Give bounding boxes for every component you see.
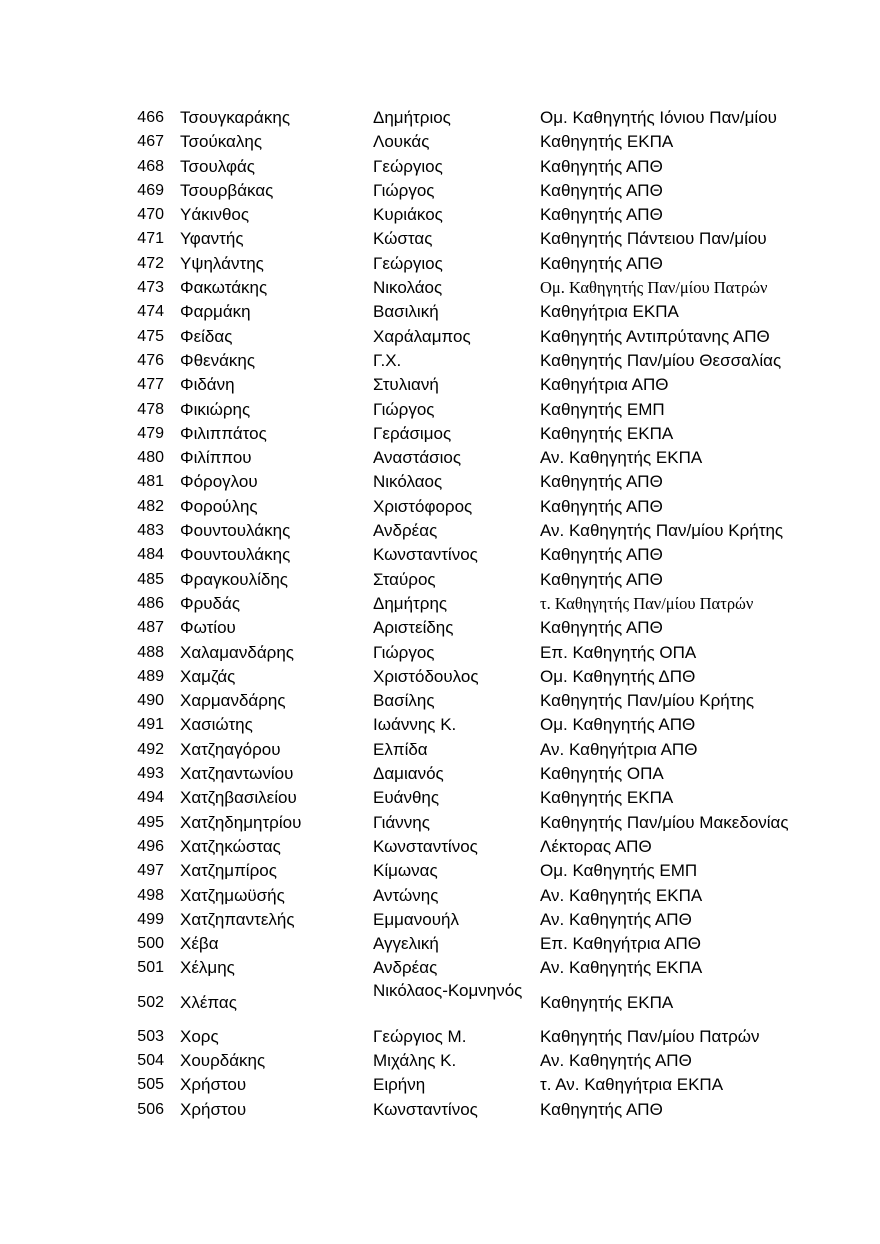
surname-cell: Τσουγκαράκης bbox=[180, 108, 291, 127]
row-number: 479 bbox=[137, 424, 164, 442]
title-cell: Ομ. Καθηγητής Παν/μίου Πατρών bbox=[540, 278, 768, 298]
row-number: 505 bbox=[137, 1076, 164, 1094]
title-cell: Ομ. Καθηγητής Ιόνιου Παν/μίου bbox=[540, 108, 777, 127]
title-cell: Αν. Καθηγητής ΑΠΘ bbox=[540, 909, 692, 929]
first-name-cell: Αριστείδης bbox=[373, 618, 454, 638]
signatories-table bbox=[0, 106, 880, 1122]
row-number: 480 bbox=[137, 449, 164, 467]
table-row bbox=[0, 349, 880, 373]
title-cell: Καθηγητής ΕΚΠΑ bbox=[540, 788, 674, 808]
first-name-cell: Κωνσταντίνος bbox=[373, 545, 478, 565]
title-cell: Καθηγήτρια ΕΚΠΑ bbox=[540, 302, 679, 322]
table-row bbox=[0, 495, 880, 519]
title-cell: Καθηγητής ΑΠΘ bbox=[540, 205, 663, 225]
surname-cell: Χορς bbox=[180, 1026, 219, 1046]
title-cell: Επ. Καθηγητής ΟΠΑ bbox=[540, 642, 697, 662]
row-number: 477 bbox=[137, 376, 164, 394]
title-cell: Καθηγητής ΑΠΘ bbox=[540, 1099, 663, 1119]
row-number: 469 bbox=[137, 181, 164, 199]
row-number: 484 bbox=[137, 546, 164, 564]
table-row bbox=[0, 325, 880, 349]
row-number: 470 bbox=[137, 206, 164, 224]
surname-cell: Χατζημωϋσής bbox=[180, 885, 285, 905]
table-row bbox=[0, 446, 880, 470]
title-cell: Ομ. Καθηγητής ΕΜΠ bbox=[540, 861, 698, 881]
table-row bbox=[0, 641, 880, 665]
first-name-cell: Αναστάσιος bbox=[373, 448, 462, 468]
table-row bbox=[0, 1025, 880, 1049]
surname-cell: Χουρδάκης bbox=[180, 1050, 266, 1070]
title-cell: Καθηγητής ΕΜΠ bbox=[540, 399, 665, 419]
surname-cell: Χέβα bbox=[180, 934, 219, 954]
row-number: 500 bbox=[137, 935, 164, 953]
title-cell: Καθηγήτρια ΑΠΘ bbox=[540, 375, 669, 395]
row-number: 498 bbox=[137, 886, 164, 904]
first-name-cell: Γιώργος bbox=[373, 180, 435, 200]
first-name-cell: Εμμανουήλ bbox=[373, 909, 459, 929]
table-row bbox=[0, 713, 880, 737]
surname-cell: Φορούλης bbox=[180, 496, 258, 516]
first-name-cell: Γεώργιος Μ. bbox=[373, 1026, 467, 1046]
table-row bbox=[0, 908, 880, 932]
title-cell: Καθηγητής ΑΠΘ bbox=[540, 253, 663, 273]
first-name-cell: Βασίλης bbox=[373, 691, 435, 711]
table-row bbox=[0, 786, 880, 810]
table-row bbox=[0, 811, 880, 835]
first-name-cell: Γιάννης bbox=[373, 812, 430, 832]
row-number: 493 bbox=[137, 765, 164, 783]
row-number: 483 bbox=[137, 522, 164, 540]
title-cell: Καθηγητής ΕΚΠΑ bbox=[540, 132, 674, 152]
surname-cell: Χατζηδημητρίου bbox=[180, 812, 302, 832]
first-name-cell: Δημήτρης bbox=[373, 593, 448, 613]
first-name-cell: Βασιλική bbox=[373, 302, 439, 322]
surname-cell: Φείδας bbox=[180, 326, 233, 346]
title-cell: Αν. Καθηγήτρια ΑΠΘ bbox=[540, 739, 698, 759]
table-row bbox=[0, 155, 880, 179]
table-row bbox=[0, 422, 880, 446]
title-cell: Καθηγητής Πάντειου Παν/μίου bbox=[540, 229, 767, 249]
table-row bbox=[0, 859, 880, 883]
surname-cell: Υφαντής bbox=[180, 229, 244, 249]
title-cell: Αν. Καθηγητής ΑΠΘ bbox=[540, 1050, 692, 1070]
table-row bbox=[0, 762, 880, 786]
table-row bbox=[0, 203, 880, 227]
first-name-cell: Ανδρέας bbox=[373, 521, 438, 541]
title-cell: Καθηγητής Αντιπρύτανης ΑΠΘ bbox=[540, 326, 770, 346]
table-row bbox=[0, 616, 880, 640]
surname-cell: Χαλαμανδάρης bbox=[180, 642, 294, 662]
row-number: 499 bbox=[137, 910, 164, 928]
table-row bbox=[0, 835, 880, 859]
table-row bbox=[0, 956, 880, 980]
row-number: 475 bbox=[137, 327, 164, 345]
title-cell: Καθηγητής ΕΚΠΑ bbox=[540, 423, 674, 443]
title-cell: Λέκτορας ΑΠΘ bbox=[540, 836, 652, 856]
title-cell: Καθηγητής ΑΠΘ bbox=[540, 569, 663, 589]
table-row bbox=[0, 227, 880, 251]
row-number: 495 bbox=[137, 813, 164, 831]
first-name-cell: Νικολάος bbox=[373, 278, 443, 298]
title-cell: Καθηγητής Παν/μίου Μακεδονίας bbox=[540, 812, 789, 832]
row-number: 488 bbox=[137, 643, 164, 661]
table-row bbox=[0, 373, 880, 397]
first-name-cell: Ελπίδα bbox=[373, 739, 428, 759]
row-number: 485 bbox=[137, 570, 164, 588]
row-number: 482 bbox=[137, 497, 164, 515]
row-number: 471 bbox=[137, 230, 164, 248]
row-number: 474 bbox=[137, 303, 164, 321]
title-cell: Επ. Καθηγήτρια ΑΠΘ bbox=[540, 934, 701, 954]
title-cell: τ. Αν. Καθηγήτρια ΕΚΠΑ bbox=[540, 1075, 724, 1095]
first-name-cell: Δημήτριος bbox=[373, 108, 451, 127]
first-name-cell: Κίμωνας bbox=[373, 861, 438, 881]
first-name-cell: Δαμιανός bbox=[373, 764, 444, 784]
row-number: 467 bbox=[137, 133, 164, 151]
title-cell: Καθηγητής Παν/μίου Κρήτης bbox=[540, 691, 755, 711]
first-name-cell: Γεράσιμος bbox=[373, 423, 452, 443]
surname-cell: Χατζηπαντελής bbox=[180, 909, 295, 929]
title-cell: Καθηγητής ΑΠΘ bbox=[540, 545, 663, 565]
surname-cell: Φουντουλάκης bbox=[180, 521, 291, 541]
title-cell: Καθηγητής ΑΠΘ bbox=[540, 156, 663, 176]
row-number: 473 bbox=[137, 279, 164, 297]
table-row bbox=[0, 106, 880, 130]
table-row bbox=[0, 276, 880, 300]
row-number: 492 bbox=[137, 740, 164, 758]
title-cell: Αν. Καθηγητής Παν/μίου Κρήτης bbox=[540, 521, 784, 541]
table-row bbox=[0, 252, 880, 276]
surname-cell: Χρήστου bbox=[180, 1099, 247, 1119]
title-cell: Ομ. Καθηγητής ΔΠΘ bbox=[540, 666, 696, 686]
surname-cell: Φιδάνη bbox=[180, 375, 235, 395]
title-cell: Καθηγητής ΕΚΠΑ bbox=[540, 992, 674, 1012]
row-number: 476 bbox=[137, 351, 164, 369]
surname-cell: Φθενάκης bbox=[180, 350, 256, 370]
surname-cell: Φακωτάκης bbox=[180, 278, 268, 298]
table-row bbox=[0, 568, 880, 592]
table-row bbox=[0, 1049, 880, 1073]
first-name-cell: Κωνσταντίνος bbox=[373, 836, 478, 856]
first-name-cell: Κώστας bbox=[373, 229, 433, 249]
row-number: 468 bbox=[137, 157, 164, 175]
surname-cell: Φικιώρης bbox=[180, 399, 251, 419]
title-cell: Καθηγητής ΑΠΘ bbox=[540, 180, 663, 200]
surname-cell: Χαμζάς bbox=[180, 666, 236, 686]
first-name-cell: Ειρήνη bbox=[373, 1075, 426, 1095]
row-number: 502 bbox=[137, 993, 164, 1011]
first-name-cell: Ευάνθης bbox=[373, 788, 440, 808]
title-cell: Καθηγητής Παν/μίου Πατρών bbox=[540, 1026, 760, 1046]
row-number: 481 bbox=[137, 473, 164, 491]
surname-cell: Φιλίππου bbox=[180, 448, 252, 468]
first-name-cell: Νικόλαος bbox=[373, 472, 443, 492]
table-row bbox=[0, 1073, 880, 1097]
first-name-cell: Γεώργιος bbox=[373, 156, 443, 176]
table-row bbox=[0, 130, 880, 154]
row-number: 466 bbox=[137, 109, 164, 126]
surname-cell: Υάκινθος bbox=[180, 205, 250, 225]
first-name-cell: Γιώργος bbox=[373, 399, 435, 419]
first-name-cell: Αντώνης bbox=[373, 885, 439, 905]
row-number: 490 bbox=[137, 692, 164, 710]
surname-cell: Τσούκαλης bbox=[180, 132, 263, 152]
first-name-cell: Σταύρος bbox=[373, 569, 436, 589]
surname-cell: Υψηλάντης bbox=[180, 253, 264, 273]
table-row bbox=[0, 470, 880, 494]
row-number: 501 bbox=[137, 959, 164, 977]
table-row bbox=[0, 300, 880, 324]
surname-cell: Χατζηαντωνίου bbox=[180, 764, 294, 784]
title-cell: Ομ. Καθηγητής ΑΠΘ bbox=[540, 715, 696, 735]
title-cell: Αν. Καθηγητής ΕΚΠΑ bbox=[540, 448, 703, 468]
surname-cell: Τσουρβάκας bbox=[180, 180, 274, 200]
surname-cell: Χέλμης bbox=[180, 958, 235, 978]
row-number: 472 bbox=[137, 254, 164, 272]
row-number: 486 bbox=[137, 594, 164, 612]
table-row bbox=[0, 398, 880, 422]
title-cell: τ. Καθηγητής Παν/μίου Πατρών bbox=[540, 593, 754, 613]
title-cell: Καθηγητής ΑΠΘ bbox=[540, 618, 663, 638]
first-name-cell: Μιχάλης Κ. bbox=[373, 1050, 457, 1070]
row-number: 503 bbox=[137, 1027, 164, 1045]
row-number: 494 bbox=[137, 789, 164, 807]
first-name-cell: Στυλιανή bbox=[373, 375, 439, 395]
surname-cell: Φιλιππάτος bbox=[180, 423, 267, 443]
table-row bbox=[0, 738, 880, 762]
surname-cell: Τσουλφάς bbox=[180, 156, 255, 176]
row-number: 478 bbox=[137, 400, 164, 418]
surname-cell: Φωτίου bbox=[180, 618, 236, 638]
row-number: 497 bbox=[137, 862, 164, 880]
first-name-cell: Κυριάκος bbox=[373, 205, 443, 225]
surname-cell: Χλέπας bbox=[180, 992, 237, 1012]
title-cell: Αν. Καθηγητής ΕΚΠΑ bbox=[540, 885, 703, 905]
first-name-cell: Χριστόφορος bbox=[373, 496, 473, 516]
title-cell: Αν. Καθηγητής ΕΚΠΑ bbox=[540, 958, 703, 978]
row-number: 487 bbox=[137, 619, 164, 637]
table-row bbox=[0, 884, 880, 908]
title-cell: Καθηγητής Παν/μίου Θεσσαλίας bbox=[540, 350, 782, 370]
first-name-cell: Γεώργιος bbox=[373, 253, 443, 273]
first-name-cell: Ιωάννης Κ. bbox=[373, 715, 457, 735]
table-row bbox=[0, 179, 880, 203]
first-name-cell: Χριστόδουλος bbox=[373, 666, 479, 686]
table-row bbox=[0, 981, 880, 1025]
surname-cell: Φαρμάκη bbox=[180, 302, 251, 322]
surname-cell: Φραγκουλίδης bbox=[180, 569, 288, 589]
surname-cell: Χατζημπίρος bbox=[180, 861, 277, 881]
table-row bbox=[0, 592, 880, 616]
surname-cell: Φουντουλάκης bbox=[180, 545, 291, 565]
table-row bbox=[0, 665, 880, 689]
surname-cell: Φρυδάς bbox=[180, 593, 241, 613]
surname-cell: Χαρμανδάρης bbox=[180, 691, 286, 711]
first-name-cell: Λουκάς bbox=[373, 132, 430, 152]
first-name-cell: Γιώργος bbox=[373, 642, 435, 662]
row-number: 491 bbox=[137, 716, 164, 734]
surname-cell: Φόρογλου bbox=[180, 472, 258, 492]
surname-cell: Χατζηαγόρου bbox=[180, 739, 281, 759]
row-number: 506 bbox=[137, 1100, 164, 1118]
surname-cell: Χασιώτης bbox=[180, 715, 253, 735]
first-name-cell: Ανδρέας bbox=[373, 958, 438, 978]
surname-cell: Χρήστου bbox=[180, 1075, 247, 1095]
row-number: 496 bbox=[137, 837, 164, 855]
table-row bbox=[0, 543, 880, 567]
first-name-cell: Αγγελική bbox=[373, 934, 439, 954]
first-name-cell: Νικόλαος-Κομνηνός bbox=[373, 980, 523, 1000]
title-cell: Καθηγητής ΟΠΑ bbox=[540, 764, 664, 784]
first-name-cell: Χαράλαμπος bbox=[373, 326, 471, 346]
table-row bbox=[0, 932, 880, 956]
first-name-cell: Γ.Χ. bbox=[373, 350, 402, 370]
row-number: 504 bbox=[137, 1051, 164, 1069]
row-number: 489 bbox=[137, 667, 164, 685]
table-row bbox=[0, 689, 880, 713]
table-row bbox=[0, 519, 880, 543]
first-name-cell: Κωνσταντίνος bbox=[373, 1099, 478, 1119]
title-cell: Καθηγητής ΑΠΘ bbox=[540, 472, 663, 492]
table-row bbox=[0, 1098, 880, 1122]
title-cell: Καθηγητής ΑΠΘ bbox=[540, 496, 663, 516]
surname-cell: Χατζηκώστας bbox=[180, 836, 281, 856]
surname-cell: Χατζηβασιλείου bbox=[180, 788, 297, 808]
